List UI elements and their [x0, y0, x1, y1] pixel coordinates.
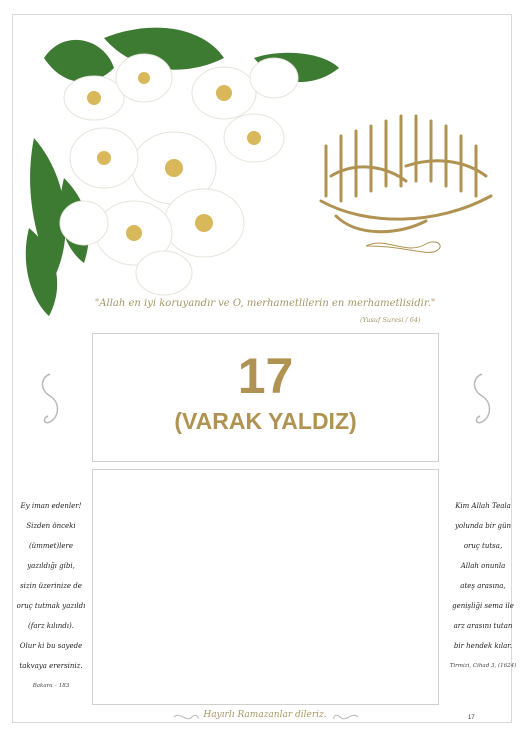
right-hadith-line: arz arasını tutan	[453, 622, 513, 630]
quote-source: (Yusuf Suresi / 64)	[360, 316, 421, 324]
day-number: 17	[237, 348, 294, 404]
left-verse-line: (farz kılındı).	[28, 622, 74, 630]
right-hadith	[442, 496, 524, 676]
notes-box	[92, 469, 439, 705]
jasmine-flowers-image	[24, 18, 344, 318]
left-verse-line: yazıldığı gibi,	[27, 562, 75, 570]
header-quote: "Allah en iyi koruyandır ve O, merhametlilerin en merhametlisidir."	[94, 298, 436, 309]
right-hadith-line: yolunda bir gün	[454, 522, 512, 530]
footer-flourish-right-icon	[332, 711, 360, 723]
left-verse-line: (ümmet)lere	[28, 542, 74, 550]
right-hadith-line: Allah onunla	[460, 562, 506, 570]
swirl-ornament-right-icon	[470, 370, 494, 426]
right-hadith-source: Tirmizi, Cihad 3, (1624)	[449, 663, 517, 669]
right-hadith-line: Kim Allah Teala	[455, 502, 511, 510]
arabic-calligraphy-image	[306, 86, 506, 276]
swirl-ornament-left-icon	[38, 370, 62, 426]
left-verse-line: Sizden önceki	[26, 522, 76, 530]
day-label: (VARAK YALDIZ)	[174, 408, 357, 434]
right-hadith-line: oruç tutsa,	[463, 542, 503, 550]
left-verse-line: sizin üzerinize de	[20, 582, 82, 590]
footer-greeting: Hayırlı Ramazanlar dileriz.	[203, 710, 327, 720]
right-hadith-line: bir hendek kılar.	[453, 642, 513, 650]
left-verse-line: Olur ki bu sayede	[19, 642, 83, 650]
left-verse-line: takvaya erersiniz.	[19, 662, 83, 670]
page-number: 17	[468, 715, 475, 721]
left-verse-line: oruç tutmak yazıldı	[16, 602, 86, 610]
left-verse-source: Bakara – 183	[32, 683, 70, 689]
right-hadith-line: ateş arasına,	[460, 582, 506, 590]
left-verse	[14, 496, 88, 696]
left-verse-line: Ey iman edenler!	[20, 502, 82, 510]
right-hadith-line: genişliği sema ile	[452, 602, 514, 610]
